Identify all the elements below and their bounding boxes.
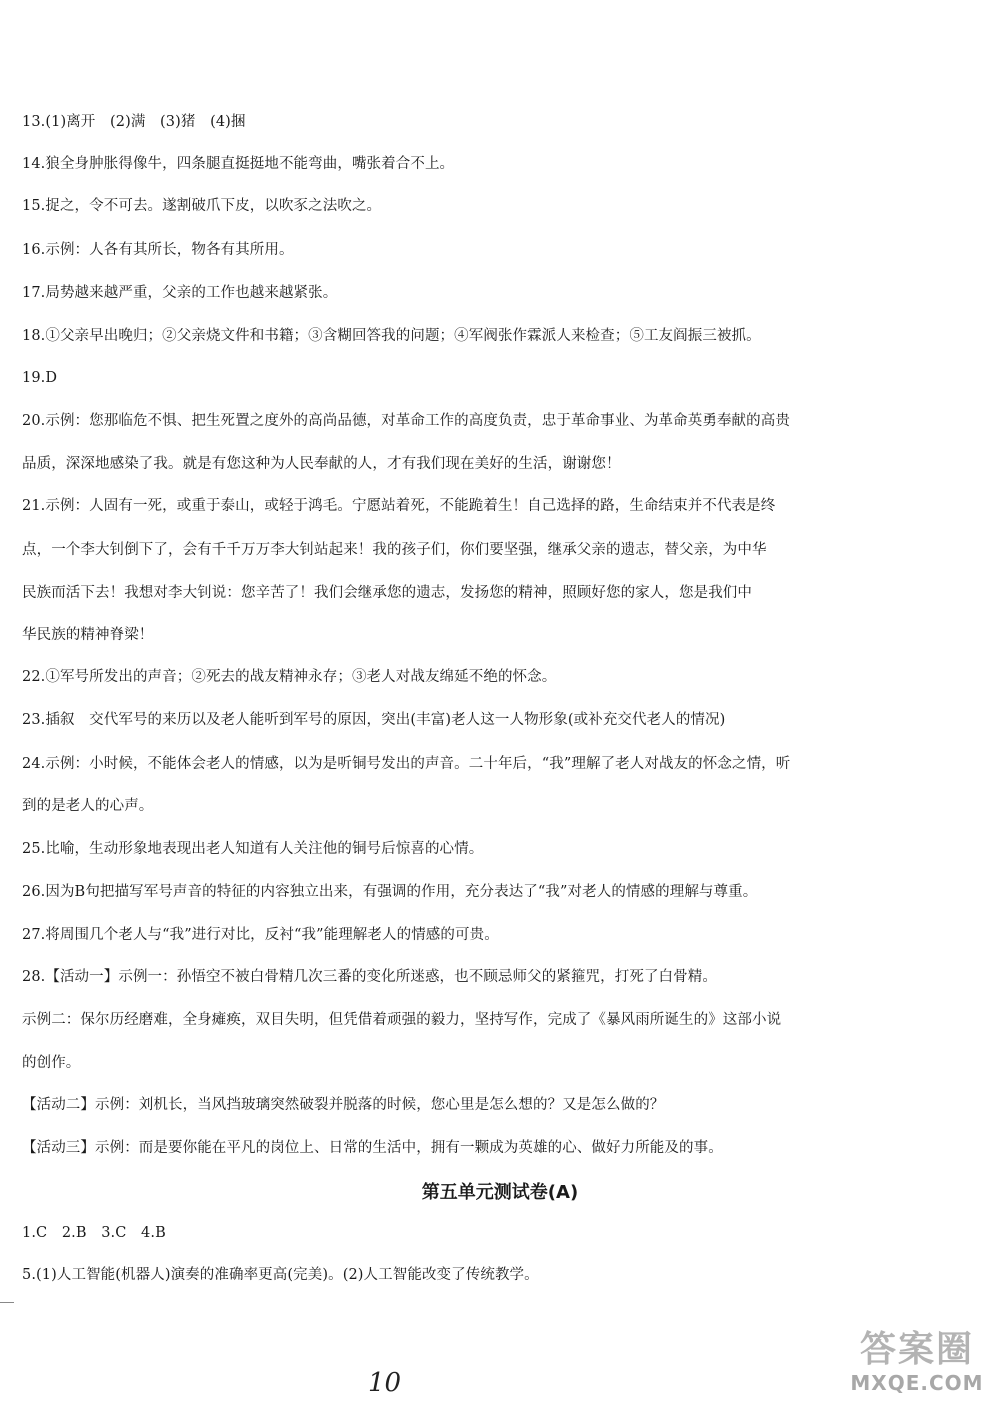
answer-15: 15.捉之，令不可去。遂割破爪下皮，以吹豕之法吹之。 <box>22 198 382 214</box>
answer-13: 13.(1)离开 (2)满 (3)猪 (4)捆 <box>22 114 246 130</box>
answer-16: 16.示例：人各有其所长，物各有其所用。 <box>22 242 294 258</box>
answer-24-line-1: 24.示例：小时候，不能体会老人的情感，以为是听铜号发出的声音。二十年后，“我”理解了老人对战友的怀念之情，听 <box>22 756 791 772</box>
answer-23: 23.插叙 交代军号的来历以及老人能听到军号的原因，突出(丰富)老人这一人物形象(或补充交代老人的情况) <box>22 712 726 728</box>
answer-21-line-4: 华民族的精神脊梁！ <box>22 627 154 643</box>
section-heading: 第五单元测试卷(A) <box>421 1182 579 1203</box>
answer-20-line-1: 20.示例：您那临危不惧、把生死置之度外的高尚品德，对革命工作的高度负责，忠于革命事业、为革命英勇奉献的高贵 <box>22 413 790 429</box>
answer-25: 25.比喻，生动形象地表现出老人知道有人关注他的铜号后惊喜的心情。 <box>22 841 484 857</box>
answer-24-line-2: 到的是老人的心声。 <box>22 798 154 814</box>
answer-28-activity-2: 【活动二】示例：刘机长，当风挡玻璃突然破裂并脱落的时候，您心里是怎么想的？又是怎么做的？ <box>22 1097 665 1113</box>
answer-14: 14.狼全身肿胀得像牛，四条腿直挺挺地不能弯曲，嘴张着合不上。 <box>22 156 455 172</box>
watermark-url: MXQE.COM <box>850 1371 984 1395</box>
answer-21-line-3: 民族而活下去！我想对李大钊说：您辛苦了！我们会继承您的遗志，发扬您的精神，照顾好您的家人，您是我们中 <box>22 585 752 601</box>
answer-26: 26.因为B句把描写军号声音的特征的内容独立出来，有强调的作用，充分表达了“我”对老人的情感的理解与尊重。 <box>22 884 758 900</box>
answer-22: 22.①军号所发出的声音；②死去的战友精神永存；③老人对战友绵延不绝的怀念。 <box>22 669 557 685</box>
answer-18: 18.①父亲早出晚归；②父亲烧文件和书籍；③含糊回答我的问题；④军阀张作霖派人来检查；⑤工友阎振三被抓。 <box>22 328 761 344</box>
answer-27: 27.将周围几个老人与“我”进行对比，反衬“我”能理解老人的情感的可贵。 <box>22 927 499 943</box>
watermark-logo <box>842 1328 992 1408</box>
answer-21-line-2: 点，一个李大钊倒下了，会有千千万万李大钊站起来！我的孩子们，你们要坚强，继承父亲的遗志，替父亲，为中华 <box>22 542 767 558</box>
answer-28-activity-1: 28.【活动一】示例一：孙悟空不被白骨精几次三番的变化所迷惑，也不顾忌师父的紧箍咒，打死了白骨精。 <box>22 969 717 985</box>
watermark-mark: 答案圈 <box>859 1329 974 1370</box>
answer-28-example-2: 示例二：保尔历经磨难，全身瘫痪，双目失明，但凭借着顽强的毅力，坚持写作，完成了《暴风雨所诞生的》这部小说 <box>22 1012 782 1028</box>
answer-20-line-2: 品质，深深地感染了我。就是有您这种为人民奉献的人，才有我们现在美好的生活，谢谢您！ <box>22 456 621 472</box>
handwritten-page-number: 10 <box>368 1368 402 1398</box>
answer-28-activity-3: 【活动三】示例：而是要你能在平凡的岗位上、日常的生活中，拥有一颗成为英雄的心、做好力所能及的事。 <box>22 1140 723 1156</box>
margin-mark <box>0 1302 14 1303</box>
unit5-answer-5: 5.(1)人工智能(机器人)演奏的准确率更高(完美)。(2)人工智能改变了传统教学。 <box>22 1267 539 1283</box>
answer-21-line-1: 21.示例：人固有一死，或重于泰山，或轻于鸿毛。宁愿站着死，不能跪着生！自己选择的路，生命结束并不代表是终 <box>22 498 776 514</box>
answer-17: 17.局势越来越严重，父亲的工作也越来越紧张。 <box>22 285 338 301</box>
unit5-answers-1-4: 1.C 2.B 3.C 4.B <box>22 1225 166 1241</box>
answer-19: 19.D <box>22 370 58 386</box>
answer-28-example-2-cont: 的创作。 <box>22 1055 81 1071</box>
